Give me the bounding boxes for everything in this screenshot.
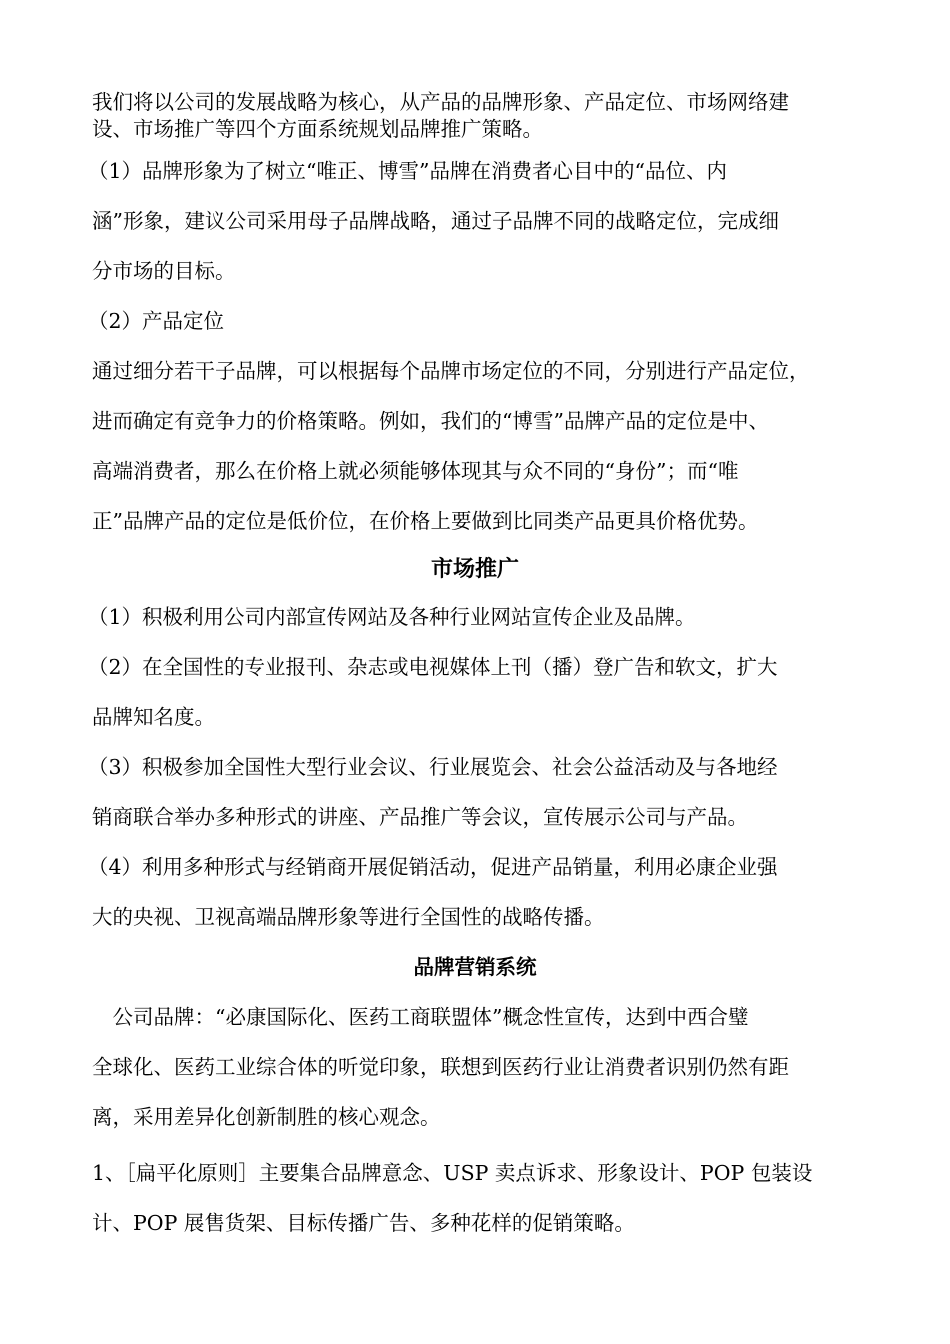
brand-marketing-p1-line-1: 公司品牌：“必康国际化、医药工商联盟体”概念性宣传，达到中西合璧 [92, 1005, 749, 1029]
market-promotion-item-4-line-1: （4）利用多种形式与经销商开展促销活动，促进产品销量，利用必康企业强 [88, 855, 778, 879]
market-promotion-heading: 市场推广 [430, 557, 519, 582]
product-positioning-line-3: 高端消费者，那么在价格上就必须能够体现其与众不同的“身份”；而“唯 [92, 459, 739, 483]
brand-marketing-p1-line-2: 全球化、医药工业综合体的听觉印象，联想到医药行业让消费者识别仍然有距 [92, 1055, 789, 1079]
product-positioning-title: （2）产品定位 [88, 309, 225, 333]
brand-marketing-p2-line-1: 1、［扁平化原则］主要集合品牌意念、USP 卖点诉求、形象设计、POP 包装设 [92, 1161, 813, 1185]
brand-marketing-p1-line-3: 离，采用差异化创新制胜的核心观念。 [92, 1105, 441, 1129]
market-promotion-item-2-line-2: 品牌知名度。 [92, 705, 215, 729]
market-promotion-item-3-line-1: （3）积极参加全国性大型行业会议、行业展览会、社会公益活动及与各地经 [88, 755, 778, 779]
market-promotion-item-4-line-2: 大的央视、卫视高端品牌形象等进行全国性的战略传播。 [92, 905, 605, 929]
market-promotion-item-1: （1）积极利用公司内部宣传网站及各种行业网站宣传企业及品牌。 [88, 605, 696, 629]
market-promotion-item-2-line-1: （2）在全国性的专业报刊、杂志或电视媒体上刊（播）登广告和软文，扩大 [88, 655, 778, 679]
intro-line-2: 设、市场推广等四个方面系统规划品牌推广策略。 [92, 117, 543, 141]
product-positioning-line-2: 进而确定有竞争力的价格策略。例如，我们的“博雪”品牌产品的定位是中、 [92, 409, 769, 433]
product-positioning-line-1: 通过细分若干子品牌，可以根据每个品牌市场定位的不同，分别进行产品定位， [92, 359, 810, 383]
product-positioning-line-4: 正”品牌产品的定位是低价位，在价格上要做到比同类产品更具价格优势。 [92, 509, 759, 533]
brand-marketing-system-heading: 品牌营销系统 [413, 955, 537, 979]
brand-marketing-p2-line-2: 计、POP 展售货架、目标传播广告、多种花样的促销策略。 [92, 1211, 635, 1235]
brand-image-line-1: （1）品牌形象为了树立“唯正、博雪”品牌在消费者心目中的“品位、内 [88, 159, 727, 183]
market-promotion-item-3-line-2: 销商联合举办多种形式的讲座、产品推广等会议，宣传展示公司与产品。 [92, 805, 748, 829]
brand-image-line-2: 涵”形象，建议公司采用母子品牌战略，通过子品牌不同的战略定位，完成细 [92, 209, 779, 233]
brand-image-line-3: 分市场的目标。 [92, 259, 236, 283]
intro-line-1: 我们将以公司的发展战略为核心，从产品的品牌形象、产品定位、市场网络建 [92, 90, 789, 114]
